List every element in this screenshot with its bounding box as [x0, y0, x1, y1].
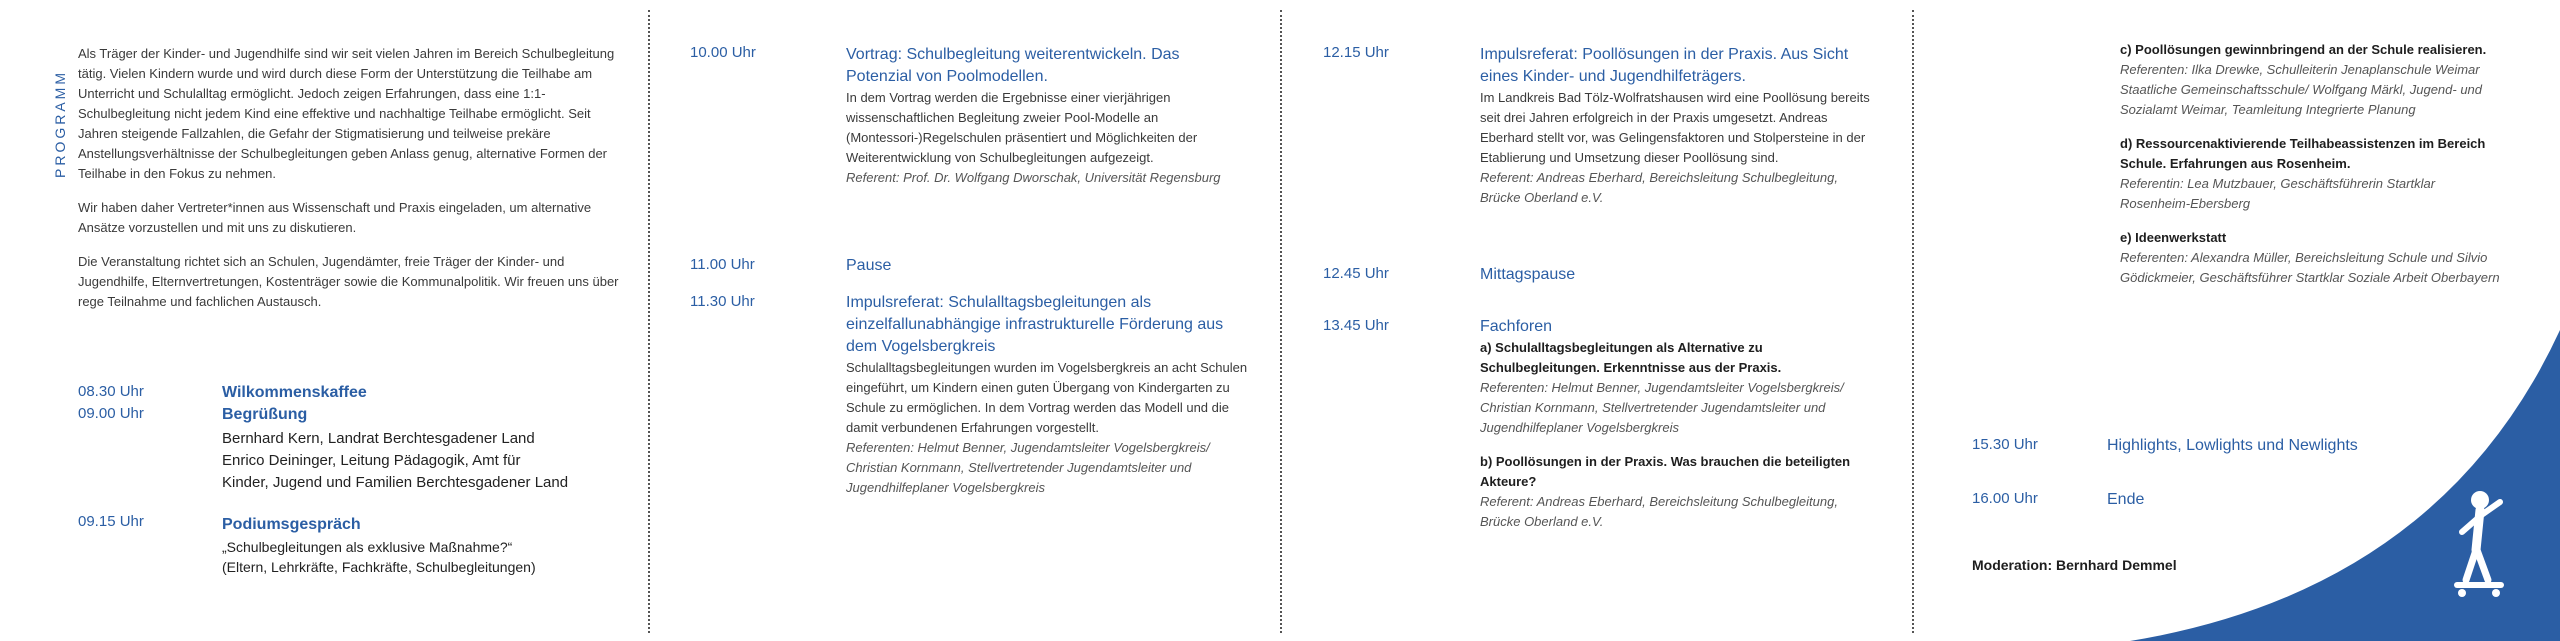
greeting-line-3: Kinder, Jugend und Familien Berchtesgadener Land [222, 474, 569, 491]
item-impulse-1 [846, 292, 1251, 498]
time-1000: 10.00 Uhr [690, 44, 756, 61]
forums-title: Fachforen [1480, 318, 1553, 335]
column-1 [78, 44, 633, 312]
item-forums [1480, 316, 1865, 532]
forum-a-referent-1: Referenten: Helmut Benner, Jugendamtsleiter Vogelsbergkreis/ [1480, 380, 1844, 395]
time-0900: 09.00 Uhr [78, 405, 144, 422]
impulse-2-referent: Referent: Andreas Eberhard, Bereichsleitung Schulbegleitung, Brücke Oberland e.V. [1480, 170, 1838, 205]
forum-e-referent: Referenten: Alexandra Müller, Bereichsleitung Schule und Silvio Gödickmeier, Geschäftsführer Startklar Soziale Arbeit Oberbayern [2120, 250, 2500, 285]
item-lunch: Mittagspause [1480, 266, 1576, 283]
forum-b-title: b) Poollösungen in der Praxis. Was brauchen die beteiligten Akteure? [1480, 454, 1851, 489]
time-1530: 15.30 Uhr [1972, 436, 2038, 453]
skater-figure-icon [2440, 480, 2520, 610]
forums-continued [2120, 40, 2500, 288]
item-greeting: Begrüßung [222, 406, 308, 423]
forum-a-referent-2: Christian Kornmann, Stellvertretender Jugendamtsleiter und Jugendhilfeplaner Vogelsbergkreis [1480, 400, 1826, 435]
panel-details [222, 537, 536, 577]
side-label [34, 38, 68, 178]
time-0830: 08.30 Uhr [78, 383, 144, 400]
program-label: PROGRAMM [52, 70, 68, 178]
forum-e-title: e) Ideenwerkstatt [2120, 230, 2227, 245]
item-highlights: Highlights, Lowlights und Newlights [2107, 437, 2358, 454]
forum-d-referent: Referentin: Lea Mutzbauer, Geschäftsführerin Startklar Rosenheim-Ebersberg [2120, 176, 2436, 211]
forum-b-referent: Referent: Andreas Eberhard, Bereichsleitung Schulbegleitung, Brücke Oberland e.V. [1480, 494, 1838, 529]
time-1215: 12.15 Uhr [1323, 44, 1389, 61]
impulse-2-title: Impulsreferat: Poollösungen in der Praxis. Aus Sicht eines Kinder- und Jugendhilfeträgers. [1480, 46, 1849, 85]
time-1100: 11.00 Uhr [690, 256, 755, 273]
item-break: Pause [846, 257, 892, 274]
forum-a-title: a) Schulalltagsbegleitungen als Alternative zu Schulbegleitungen. Erkenntnisse aus der Praxis. [1480, 340, 1782, 375]
impulse-1-referent-2: Christian Kornmann, Stellvertretender Jugendamtsleiter und Jugendhilfeplaner Vogelsbergkreis [846, 460, 1192, 495]
time-1245: 12.45 Uhr [1323, 265, 1389, 282]
time-1130: 11.30 Uhr [690, 293, 755, 310]
lecture-title: Vortrag: Schulbegleitung weiterentwickeln. Das Potenzial von Poolmodellen. [846, 46, 1180, 85]
greeting-line-2: Enrico Deininger, Leitung Pädagogik, Amt für [222, 452, 521, 469]
item-lecture [846, 44, 1246, 188]
impulse-1-text: Schulalltagsbegleitungen wurden im Vogelsbergkreis an acht Schulen eingeführt, um Kindern einen guten Übergang von Kindergarten zu Schule zu ermöglichen. In dem Vortrag werden das Modell und die damit verbundenen Erfahrungen vorgestellt. [846, 360, 1248, 435]
forum-d-title: d) Ressourcenaktivierende Teilhabeassistenzen im Bereich Schule. Erfahrungen aus Rosenheim. [2120, 136, 2486, 171]
column-divider-2 [1280, 10, 1282, 633]
impulse-2-text: Im Landkreis Bad Tölz-Wolfratshausen wird eine Poollösung bereits seit drei Jahren erfolgreich in der Praxis umgesetzt. Andreas Eberhard stellt vor, was Gelingensfaktoren und Stolpersteine in der Etablierung und Umsetzung dieser Poollösung sind. [1480, 90, 1870, 165]
item-panel: Podiumsgespräch [222, 516, 361, 533]
item-impulse-2 [1480, 44, 1870, 208]
time-0915: 09.15 Uhr [78, 513, 144, 530]
time-1600: 16.00 Uhr [1972, 490, 2038, 507]
column-divider-1 [648, 10, 650, 633]
forum-c-referent: Referenten: Ilka Drewke, Schulleiterin Jenaplanschule Weimar Staatliche Gemeinschaftsschule/ Wolfgang Märkl, Jugend- und Sozialamt Weimar, Teamleitung Integrierte Planung [2120, 62, 2483, 117]
intro-paragraph-2: Wir haben daher Vertreter*innen aus Wissenschaft und Praxis eingeladen, um alternative Ansätze vorzustellen und mit uns zu diskutieren. [78, 200, 592, 235]
intro-paragraph-3: Die Veranstaltung richtet sich an Schulen, Jugendämter, freie Träger der Kinder- und Jugendhilfe, Elternvertretungen, Kostenträger sowie die Kommunalpolitik. Wir freuen uns über rege Teilnahme und fachlichen Austausch. [78, 254, 619, 309]
time-1345: 13.45 Uhr [1323, 317, 1389, 334]
impulse-1-referent-1: Referenten: Helmut Benner, Jugendamtsleiter Vogelsbergkreis/ [846, 440, 1210, 455]
forum-c-title: c) Poollösungen gewinnbringend an der Schule realisieren. [2120, 42, 2487, 57]
panel-line-1: „Schulbegleitungen als exklusive Maßnahme?“ [222, 539, 513, 555]
column-divider-3 [1912, 10, 1914, 633]
impulse-1-title: Impulsreferat: Schulalltagsbegleitungen als einzelfallunabhängige infrastrukturelle Förderung aus dem Vogelsbergkreis [846, 294, 1224, 355]
moderation: Moderation: Bernhard Demmel [1972, 557, 2177, 573]
item-welcome: Wilkommenskaffee [222, 384, 367, 401]
lecture-referent: Referent: Prof. Dr. Wolfgang Dworschak, Universität Regensburg [846, 170, 1221, 185]
panel-line-2: (Eltern, Lehrkräfte, Fachkräfte, Schulbegleitungen) [222, 559, 536, 575]
lecture-text: In dem Vortrag werden die Ergebnisse einer vierjährigen wissenschaftlichen Begleitung zweier Pool-Modelle an (Montessori-)Regelschulen präsentiert und Möglichkeiten der Weiterentwicklung von Schulbegleitungen aufgezeigt. [846, 90, 1198, 165]
greeting-line-1: Bernhard Kern, Landrat Berchtesgadener Land [222, 430, 535, 447]
greeting-speakers [222, 428, 568, 494]
intro-paragraph-1: Als Träger der Kinder- und Jugendhilfe sind wir seit vielen Jahren im Bereich Schulbegleitung tätig. Vielen Kindern wurde und wird durch diese Form der Unterstützung die Teilhabe am Unterricht und Schulalltag ermöglicht. Jedoch zeigen Erfahrungen, dass eine 1:1-Schulbegleitung nicht jedem Kind eine effektive und nachhaltige Teilhabe ermöglicht. Seit Jahren steigende Fallzahlen, die Gefahr der Stigmatisierung und teilweise prekäre Anstellungsverhältnisse der Schulbegleitungen geben Anlass genug, alternative Formen der Teilhabe in den Fokus zu nehmen. [78, 46, 615, 181]
item-end: Ende [2107, 491, 2145, 508]
